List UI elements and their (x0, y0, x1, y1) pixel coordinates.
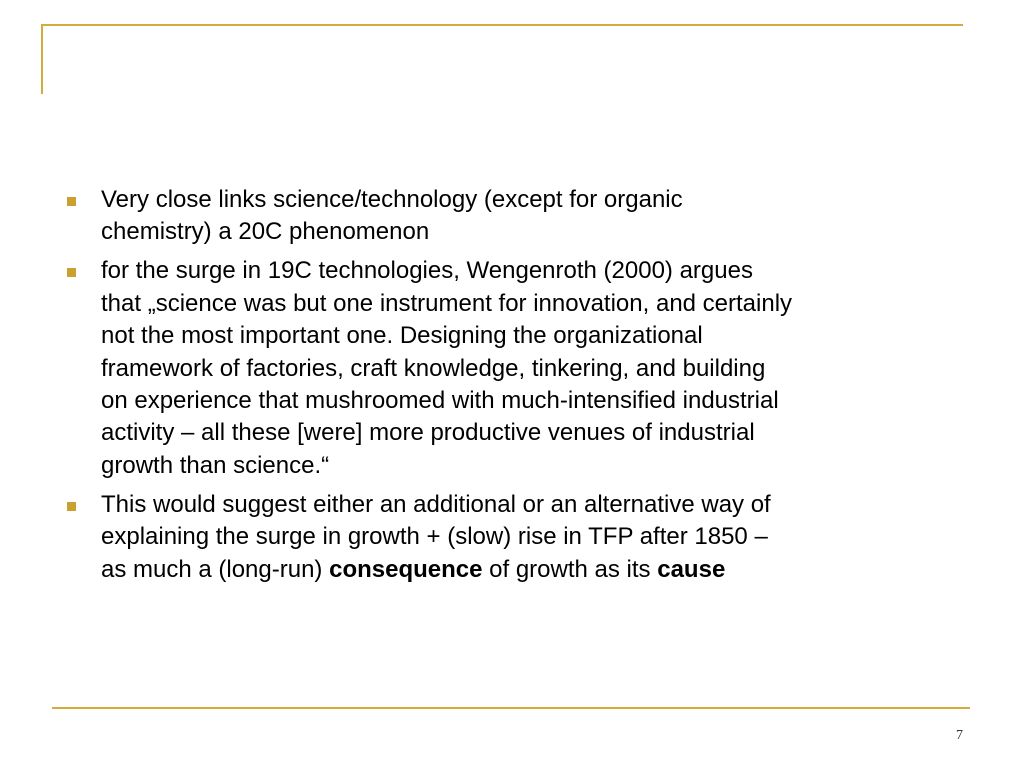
left-rule (41, 24, 43, 94)
bullet-text-line (101, 554, 990, 586)
bullet-text-line: framework of factories, craft knowledge, tinkering, and building (101, 354, 766, 382)
page-number: 7 (956, 728, 963, 743)
bullet-text-line: Very close links science/technology (except for organic (101, 186, 683, 213)
bottom-rule (52, 707, 970, 709)
bullet-list (60, 184, 990, 586)
bullet-text-line: explaining the surge in growth + (slow) rise in TFP after 1850 – (101, 523, 768, 551)
square-bullet-icon (67, 268, 76, 277)
bullet-text-line: not the most important one. Designing the organizational (101, 322, 703, 350)
bullet-text-line: chemistry) a 20C phenomenon (101, 218, 430, 246)
emphasis-cause: cause (657, 555, 726, 583)
bullet-text-line: This would suggest either an additional or an alternative way of (101, 490, 771, 518)
top-rule (41, 24, 963, 26)
bullet-item (60, 255, 990, 482)
emphasis-consequence: consequence (329, 555, 483, 583)
square-bullet-icon (67, 502, 76, 511)
bullet-item (60, 184, 990, 249)
bullet-text-line: for the surge in 19C technologies, Wengenroth (2000) argues (101, 257, 753, 285)
bullet-text-line: activity – all these [were] more productive venues of industrial (101, 419, 755, 447)
bullet-text-line: growth than science.“ (101, 451, 330, 479)
bullet-text-line: that „science was but one instrument for innovation, and certainly (101, 289, 793, 317)
bullet-item (60, 489, 990, 586)
bullet-text-line: on experience that mushroomed with much-intensified industrial (101, 387, 779, 415)
text-segment: as much a (long-run) (101, 555, 330, 583)
square-bullet-icon (67, 197, 76, 206)
text-segment: of growth as its (482, 555, 658, 583)
